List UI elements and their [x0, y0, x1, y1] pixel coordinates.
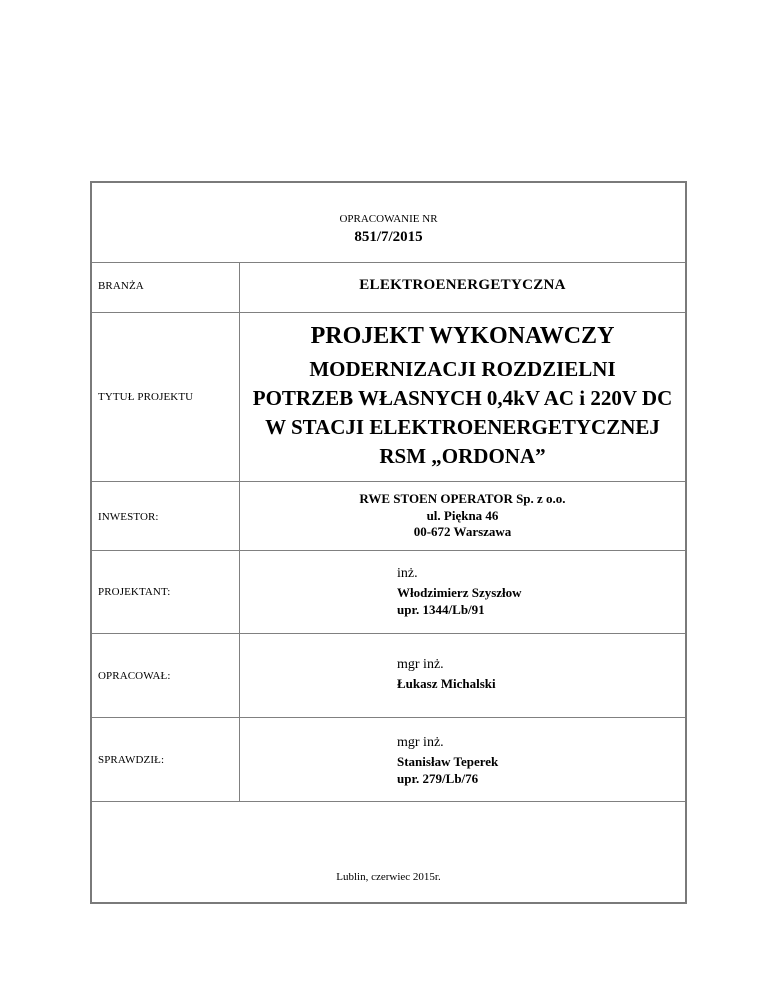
divider — [92, 717, 685, 718]
prepared-title: mgr inż. — [397, 657, 444, 672]
checked-label: SPRAWDZIŁ: — [98, 754, 165, 766]
designer-name: Włodzimierz Szyszłow — [397, 585, 522, 600]
title-line-1: PROJEKT WYKONAWCZY — [310, 323, 615, 349]
title-sheet — [90, 181, 687, 904]
title-line-2: MODERNIZACJI ROZDZIELNI — [309, 357, 616, 381]
prepared-name: Łukasz Michalski — [397, 676, 496, 691]
document-number: 851/7/2015 — [354, 229, 423, 245]
divider — [92, 633, 685, 634]
checked-title: mgr inż. — [397, 735, 444, 750]
divider — [92, 262, 685, 263]
title-line-4: W STACJI ELEKTROENERGETYCZNEJ — [265, 415, 660, 439]
investor-street: ul. Piękna 46 — [426, 508, 499, 523]
prepared-label: OPRACOWAŁ: — [98, 670, 171, 682]
header-label: OPRACOWANIE NR — [339, 213, 438, 225]
investor-name: RWE STOEN OPERATOR Sp. z o.o. — [359, 491, 566, 506]
branza-label: BRANŻA — [98, 280, 144, 292]
designer-label: PROJEKTANT: — [98, 586, 171, 598]
place-date: Lublin, czerwiec 2015r. — [336, 871, 441, 883]
divider — [92, 550, 685, 551]
investor-label: INWESTOR: — [98, 511, 159, 523]
title-line-5: RSM „ORDONA” — [379, 444, 546, 468]
title-label: TYTUŁ PROJEKTU — [98, 391, 194, 403]
checked-name: Stanisław Teperek — [397, 754, 499, 769]
title-line-3: POTRZEB WŁASNYCH 0,4kV AC i 220V DC — [252, 386, 673, 410]
divider — [92, 312, 685, 313]
designer-license: upr. 1344/Lb/91 — [397, 602, 485, 617]
divider — [92, 481, 685, 482]
checked-license: upr. 279/Lb/76 — [397, 771, 479, 786]
designer-title: inż. — [397, 566, 418, 581]
investor-city: 00-672 Warszawa — [413, 524, 512, 539]
divider — [92, 801, 685, 802]
branza-value: ELEKTROENERGETYCZNA — [359, 277, 566, 293]
